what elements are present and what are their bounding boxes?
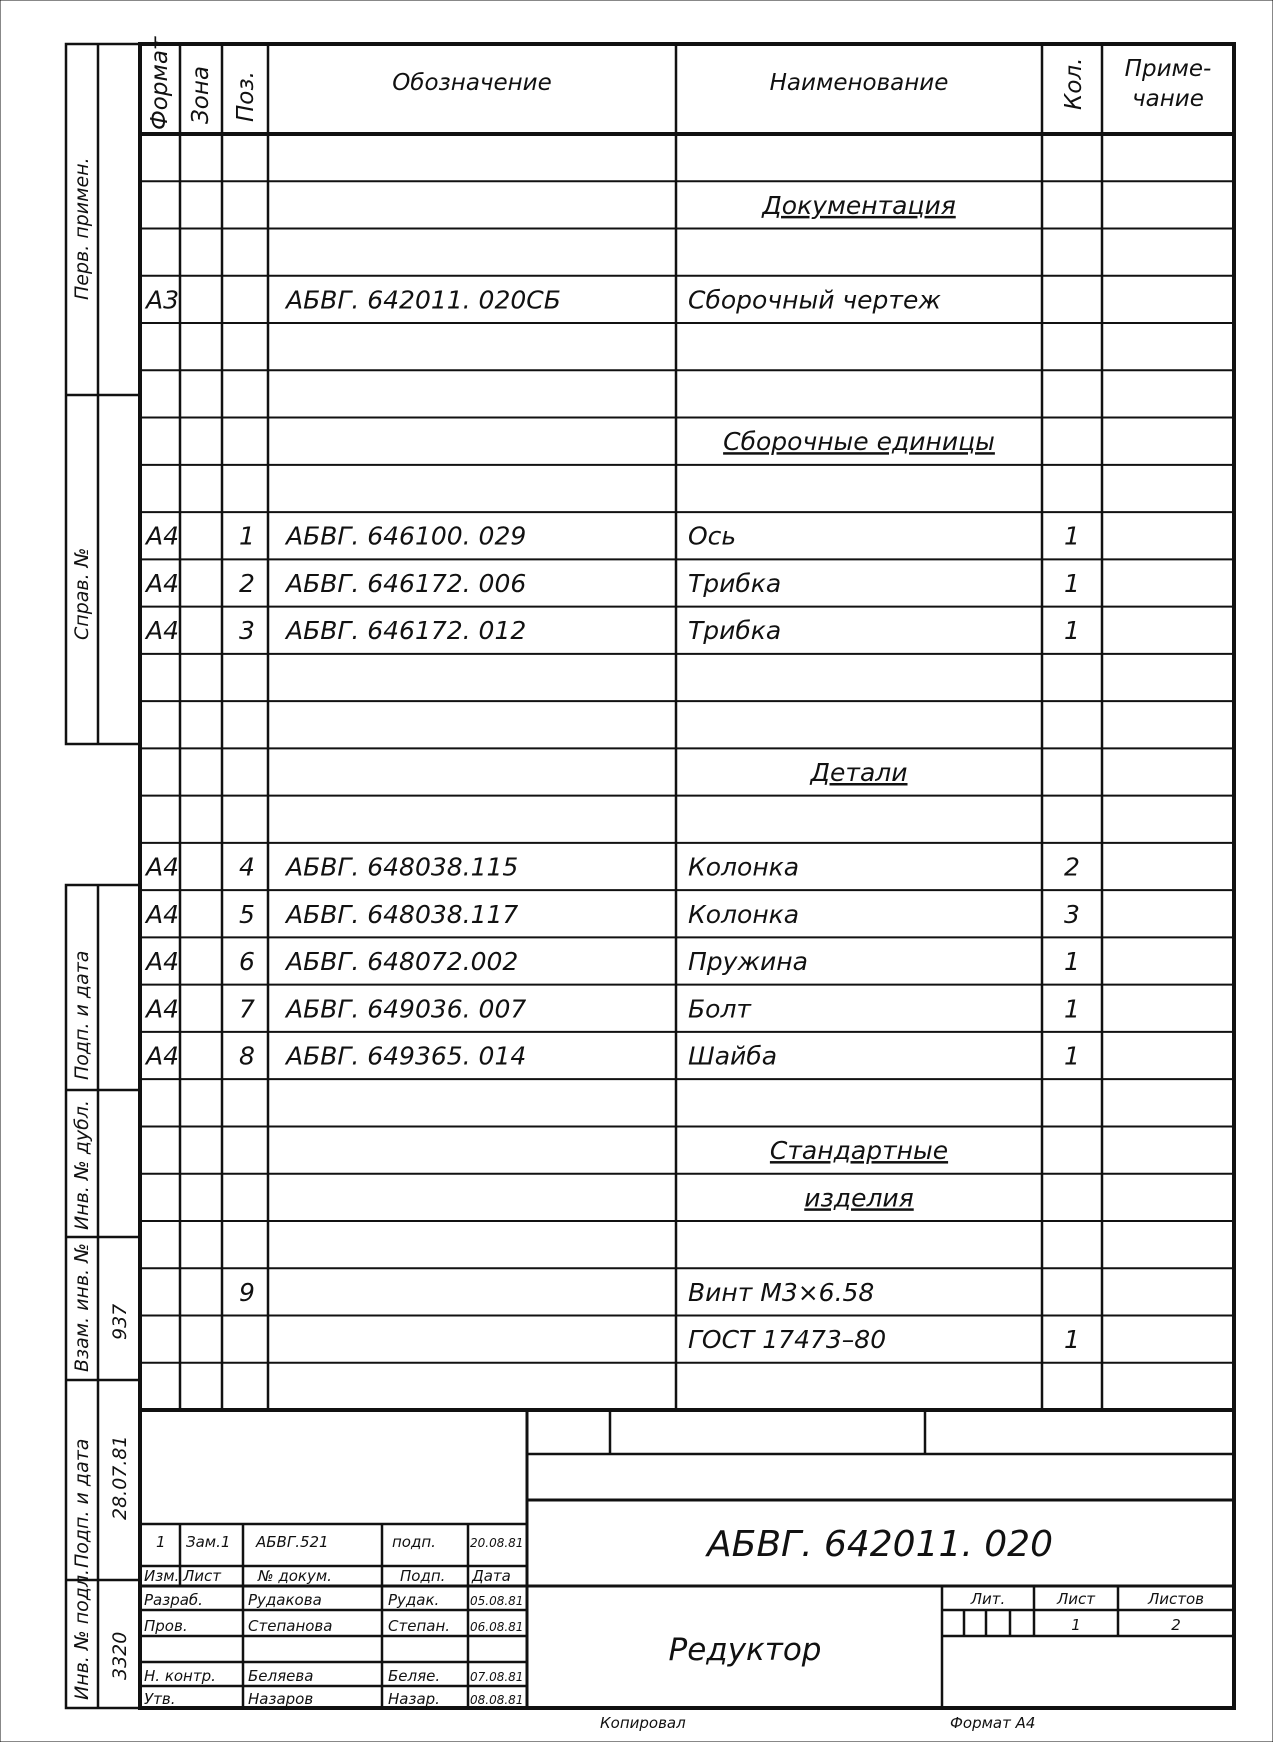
cell-quantity: 1 [1064, 616, 1080, 646]
cell-name: Винт М3×6.58 [688, 1277, 875, 1307]
cell-format: А3 [146, 285, 180, 315]
cell-position: 4 [239, 852, 255, 882]
col-header-pos: Поз. [233, 71, 259, 122]
section-heading: Документация [762, 190, 956, 220]
col-header-name: Наименование [769, 70, 949, 96]
cell-quantity: 1 [1064, 994, 1080, 1024]
label-date: Дата [472, 1567, 511, 1585]
cell-quantity: 1 [1064, 521, 1080, 551]
col-header-note-line1: Приме- [1124, 56, 1212, 82]
lit-label: Лит. [970, 1590, 1006, 1608]
cell-designation: АБВГ. 649036. 007 [286, 994, 527, 1024]
cell-quantity: 1 [1064, 568, 1080, 598]
change-izm: 1 [156, 1533, 166, 1551]
cell-position: 1 [239, 521, 255, 551]
signature-role: Н. контр. [144, 1667, 216, 1685]
signature-name: Назаров [248, 1690, 314, 1708]
cell-name: Болт [688, 994, 751, 1024]
cell-designation: АБВГ. 642011. 020СБ [286, 285, 561, 315]
cell-position: 7 [239, 994, 255, 1024]
cell-position: 6 [239, 947, 255, 977]
side-inv-podl-value: 3320 [109, 1631, 131, 1680]
signature-role: Разраб. [144, 1591, 203, 1609]
side-podp-data-top: Подп. и дата [71, 950, 93, 1080]
label-sign: Подп. [400, 1567, 446, 1585]
signature-sign: Рудак. [388, 1591, 440, 1609]
signature-date: 05.08.81 [470, 1594, 524, 1608]
cell-name: Трибка [688, 616, 782, 646]
col-header-zone: Зона [188, 66, 214, 124]
side-vzam-inv-value: 937 [109, 1303, 131, 1340]
col-header-qty: Кол. [1061, 57, 1087, 110]
cell-quantity: 3 [1064, 899, 1080, 929]
sheets-label: Листов [1147, 1590, 1205, 1608]
col-header-note-line2: чание [1132, 86, 1204, 112]
side-sprav-no: Справ. № [71, 547, 93, 640]
signature-role: Пров. [144, 1617, 188, 1635]
cell-name: Сборочный чертеж [688, 285, 941, 315]
signature-sign: Степан. [388, 1617, 451, 1635]
cell-name: Колонка [688, 852, 800, 882]
footer-copied: Копировал [600, 1714, 686, 1732]
signature-name: Рудакова [248, 1591, 322, 1609]
section-heading: Стандартные [769, 1136, 949, 1166]
cell-position: 9 [239, 1277, 255, 1307]
side-inv-dubl: Инв. № дубл. [71, 1100, 93, 1230]
cell-format: А4 [146, 994, 180, 1024]
signature-name: Степанова [248, 1617, 333, 1635]
section-heading: Сборочные единицы [723, 427, 995, 457]
stamp-title: Редуктор [668, 1632, 822, 1668]
side-perv-primen: Перв. примен. [71, 157, 93, 300]
section-heading: Детали [810, 758, 908, 787]
signature-sign: Назар. [388, 1690, 440, 1708]
label-doc: № докум. [258, 1567, 332, 1585]
signature-sign: Беляе. [388, 1667, 441, 1685]
signature-date: 06.08.81 [470, 1620, 524, 1634]
cell-format: А4 [146, 947, 180, 977]
cell-format: А4 [146, 899, 180, 929]
cell-designation: АБВГ. 649365. 014 [286, 1041, 527, 1071]
cell-designation: АБВГ. 648038.117 [286, 899, 519, 929]
cell-position: 2 [239, 568, 255, 598]
side-podp-date-value: 28.07.81 [109, 1435, 131, 1520]
cell-position: 5 [239, 899, 255, 929]
cell-position: 8 [239, 1041, 255, 1071]
cell-name: Трибка [688, 568, 782, 598]
signature-date: 08.08.81 [470, 1693, 524, 1707]
cell-format: А4 [146, 521, 180, 551]
signature-name: Беляева [248, 1667, 314, 1685]
change-list: Зам.1 [186, 1533, 231, 1551]
cell-designation: АБВГ. 646172. 006 [286, 568, 527, 598]
change-doc: АБВГ.521 [256, 1533, 329, 1551]
cell-designation: АБВГ. 648072.002 [286, 947, 519, 977]
label-list: Лист [183, 1567, 222, 1585]
sheets-value: 2 [1171, 1616, 1181, 1634]
change-sign: подп. [392, 1533, 436, 1551]
side-inv-podl: Инв. № подл. [71, 1568, 93, 1700]
cell-quantity: 1 [1064, 1325, 1080, 1355]
label-izm: Изм. [144, 1567, 180, 1585]
section-heading: изделия [804, 1183, 914, 1213]
cell-name: Шайба [688, 1041, 778, 1071]
stamp-designation: АБВГ. 642011. 020 [707, 1524, 1053, 1565]
cell-format: А4 [146, 1041, 180, 1071]
signature-date: 07.08.81 [470, 1670, 524, 1684]
sheet-value: 1 [1071, 1616, 1081, 1634]
col-header-format: Формат [147, 36, 173, 130]
cell-format: А4 [146, 616, 180, 646]
signature-role: Утв. [144, 1690, 176, 1708]
cell-designation: АБВГ. 646172. 012 [286, 616, 527, 646]
cell-quantity: 2 [1064, 852, 1080, 882]
cell-name: ГОСТ 17473–80 [688, 1325, 887, 1355]
side-vzam-inv: Взам. инв. № [71, 1242, 93, 1372]
cell-designation: АБВГ. 648038.115 [286, 852, 519, 882]
cell-format: А4 [146, 852, 180, 882]
cell-designation: АБВГ. 646100. 029 [286, 521, 527, 551]
cell-name: Пружина [688, 947, 808, 977]
cell-format: А4 [146, 568, 180, 598]
cell-position: 3 [239, 616, 255, 646]
col-header-designation: Обозначение [392, 70, 552, 96]
cell-name: Колонка [688, 899, 800, 929]
cell-quantity: 1 [1064, 1041, 1080, 1071]
cell-name: Ось [688, 521, 737, 551]
sheet-label: Лист [1056, 1590, 1096, 1608]
cell-quantity: 1 [1064, 947, 1080, 977]
side-podp-data-bottom: Подп. и дата [71, 1438, 93, 1568]
change-date: 20.08.81 [470, 1536, 524, 1550]
footer-format: Формат А4 [950, 1714, 1036, 1732]
